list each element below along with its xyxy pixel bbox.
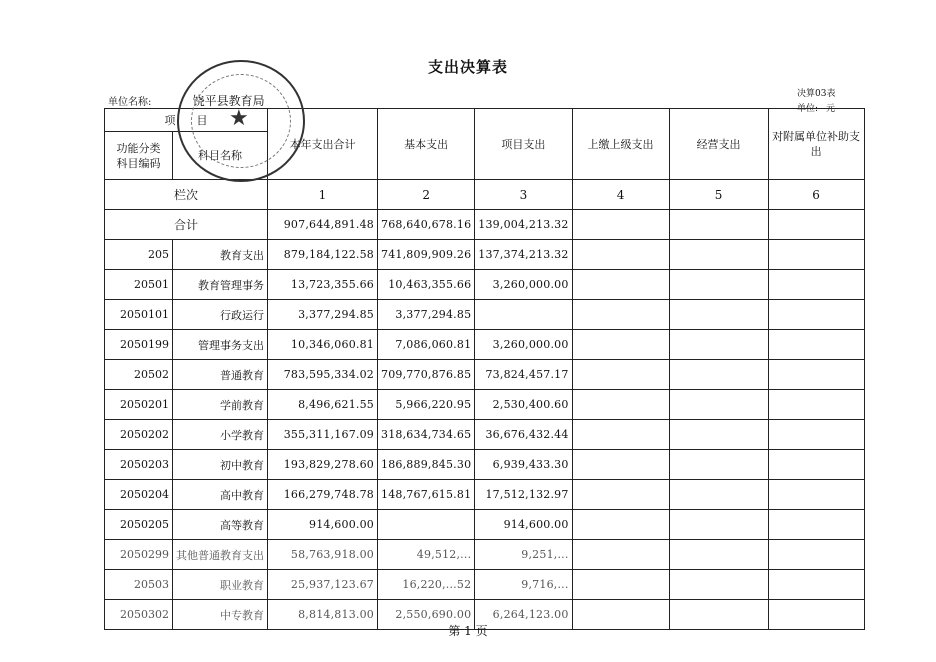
row-col-1: 783,595,334.02 (268, 360, 378, 390)
column-index-row (105, 180, 865, 210)
row-col-2: 741,809,909.26 (378, 240, 475, 270)
row-col-4 (572, 390, 669, 420)
row-col-3: 6,939,433.30 (475, 450, 572, 480)
row-code: 2050299 (105, 540, 173, 570)
row-col-2: 3,377,294.85 (378, 300, 475, 330)
row-name: 行政运行 (173, 300, 268, 330)
row-code: 205 (105, 240, 173, 270)
row-col-3: 914,600.00 (475, 510, 572, 540)
row-name: 学前教育 (173, 390, 268, 420)
row-col-5 (669, 510, 768, 540)
row-name: 高中教育 (173, 480, 268, 510)
row-col-1: 8,814,813.00 (268, 600, 378, 630)
row-col-2: 7,086,060.81 (378, 330, 475, 360)
row-col-5 (669, 300, 768, 330)
row-col-6 (768, 300, 864, 330)
row-col-3: 17,512,132.97 (475, 480, 572, 510)
total-row (105, 210, 865, 240)
row-col-3: 9,251,... (475, 540, 572, 570)
row-col-2: 709,770,876.85 (378, 360, 475, 390)
document-title: 支出决算表 (427, 58, 508, 76)
table-row (105, 360, 865, 390)
row-col-1: 13,723,355.66 (268, 270, 378, 300)
row-code: 2050302 (105, 600, 173, 630)
row-name: 初中教育 (173, 450, 268, 480)
table-row (105, 390, 865, 420)
row-code: 20502 (105, 360, 173, 390)
row-col-5 (669, 360, 768, 390)
header-row-item (105, 109, 865, 132)
row-col-5 (669, 330, 768, 360)
unit-name-line (108, 92, 265, 109)
row-col-2: 10,463,355.66 (378, 270, 475, 300)
row-code: 2050199 (105, 330, 173, 360)
row-col-6 (768, 570, 864, 600)
table-row (105, 300, 865, 330)
row-col-5 (669, 420, 768, 450)
row-col-1: 166,279,748.78 (268, 480, 378, 510)
row-name: 高等教育 (173, 510, 268, 540)
row-col-4 (572, 450, 669, 480)
row-col-1: 10,346,060.81 (268, 330, 378, 360)
row-col-5 (669, 240, 768, 270)
row-col-4 (572, 330, 669, 360)
row-code: 20501 (105, 270, 173, 300)
row-col-4 (572, 240, 669, 270)
row-col-2: 5,966,220.95 (378, 390, 475, 420)
total-col-6 (768, 210, 864, 240)
row-col-3: 3,260,000.00 (475, 330, 572, 360)
row-col-2: 186,889,845.30 (378, 450, 475, 480)
header-col-basic: 基本支出 (378, 109, 475, 180)
row-col-3: 9,716,... (475, 570, 572, 600)
header-item-cell (105, 109, 268, 132)
header-subject-code: 科目编码 (116, 156, 161, 170)
row-code: 2050202 (105, 420, 173, 450)
column-index-2: 2 (378, 180, 475, 210)
row-code: 20503 (105, 570, 173, 600)
row-col-4 (572, 480, 669, 510)
header-col-total: 本年支出合计 (268, 109, 378, 180)
row-code: 2050201 (105, 390, 173, 420)
currency-unit-value: 元 (826, 104, 836, 114)
row-name: 小学教育 (173, 420, 268, 450)
row-col-1: 25,937,123.67 (268, 570, 378, 600)
column-index-3: 3 (475, 180, 572, 210)
table-row (105, 570, 865, 600)
expenditure-table (104, 108, 865, 630)
row-col-1: 3,377,294.85 (268, 300, 378, 330)
form-number: 决算03表 (797, 89, 836, 99)
row-col-2: 49,512,... (378, 540, 475, 570)
row-col-1: 879,184,122.58 (268, 240, 378, 270)
table-row (105, 270, 865, 300)
column-index-1: 1 (268, 180, 378, 210)
row-col-4 (572, 570, 669, 600)
unit-name-label: 单位名称: (108, 97, 152, 108)
header-subject-name: 科目名称 (173, 132, 268, 180)
row-code: 2050204 (105, 480, 173, 510)
row-name: 教育管理事务 (173, 270, 268, 300)
total-col-5 (669, 210, 768, 240)
row-col-6 (768, 540, 864, 570)
total-col-3: 139,004,213.32 (475, 210, 572, 240)
row-name: 职业教育 (173, 570, 268, 600)
row-col-3 (475, 300, 572, 330)
unit-name-value: 饶平县教育局 (192, 94, 265, 108)
table-row (105, 480, 865, 510)
row-col-6 (768, 480, 864, 510)
row-col-2: 16,220,...52 (378, 570, 475, 600)
row-col-1: 58,763,918.00 (268, 540, 378, 570)
column-index-6: 6 (768, 180, 864, 210)
table-row (105, 510, 865, 540)
row-code: 2050203 (105, 450, 173, 480)
header-col-upper: 上缴上级支出 (572, 109, 669, 180)
table-row (105, 450, 865, 480)
row-col-2: 2,550,690.00 (378, 600, 475, 630)
header-col-operating: 经营支出 (669, 109, 768, 180)
row-col-1: 914,600.00 (268, 510, 378, 540)
currency-unit-label: 单位: (797, 104, 819, 114)
row-col-3: 3,260,000.00 (475, 270, 572, 300)
row-col-5 (669, 450, 768, 480)
row-col-3: 6,264,123.00 (475, 600, 572, 630)
row-col-6 (768, 450, 864, 480)
header-item-sub-label: 目 (196, 114, 208, 127)
row-col-5 (669, 270, 768, 300)
row-col-1: 355,311,167.09 (268, 420, 378, 450)
table-row (105, 420, 865, 450)
header-function-class: 功能分类 (116, 141, 161, 155)
column-index-5: 5 (669, 180, 768, 210)
table-row (105, 540, 865, 570)
seal-star-icon: ★ (229, 106, 249, 131)
row-name: 管理事务支出 (173, 330, 268, 360)
row-col-4 (572, 360, 669, 390)
column-index-4: 4 (572, 180, 669, 210)
row-name: 普通教育 (173, 360, 268, 390)
row-col-4 (572, 270, 669, 300)
row-col-6 (768, 270, 864, 300)
row-col-4 (572, 420, 669, 450)
row-col-3: 73,824,457.17 (475, 360, 572, 390)
row-col-5 (669, 390, 768, 420)
row-col-6 (768, 420, 864, 450)
row-name: 中专教育 (173, 600, 268, 630)
row-col-3: 36,676,432.44 (475, 420, 572, 450)
page-footer: 第 1 页 (448, 624, 488, 638)
row-code: 2050205 (105, 510, 173, 540)
row-col-2 (378, 510, 475, 540)
row-col-4 (572, 510, 669, 540)
row-name: 其他普通教育支出 (173, 540, 268, 570)
row-name: 教育支出 (173, 240, 268, 270)
row-col-5 (669, 570, 768, 600)
row-col-5 (669, 480, 768, 510)
total-col-2: 768,640,678.16 (378, 210, 475, 240)
row-col-2: 318,634,734.65 (378, 420, 475, 450)
row-code: 2050101 (105, 300, 173, 330)
row-col-5 (669, 540, 768, 570)
table-row (105, 240, 865, 270)
row-col-3: 2,530,400.60 (475, 390, 572, 420)
row-col-3: 137,374,213.32 (475, 240, 572, 270)
row-col-1: 8,496,621.55 (268, 390, 378, 420)
header-col-subsidy: 对附属单位补助支出 (768, 109, 864, 180)
row-col-6 (768, 390, 864, 420)
row-col-6 (768, 240, 864, 270)
column-index-label: 栏次 (105, 180, 268, 210)
total-label: 合计 (105, 210, 268, 240)
total-col-1: 907,644,891.48 (268, 210, 378, 240)
header-item-label: 项 (164, 114, 176, 127)
row-col-6 (768, 510, 864, 540)
row-col-6 (768, 330, 864, 360)
row-col-1: 193,829,278.60 (268, 450, 378, 480)
header-col-project: 项目支出 (475, 109, 572, 180)
row-col-6 (768, 360, 864, 390)
row-col-4 (572, 300, 669, 330)
table-row (105, 330, 865, 360)
total-col-4 (572, 210, 669, 240)
row-col-2: 148,767,615.81 (378, 480, 475, 510)
row-col-4 (572, 540, 669, 570)
header-function-cell (105, 132, 173, 180)
